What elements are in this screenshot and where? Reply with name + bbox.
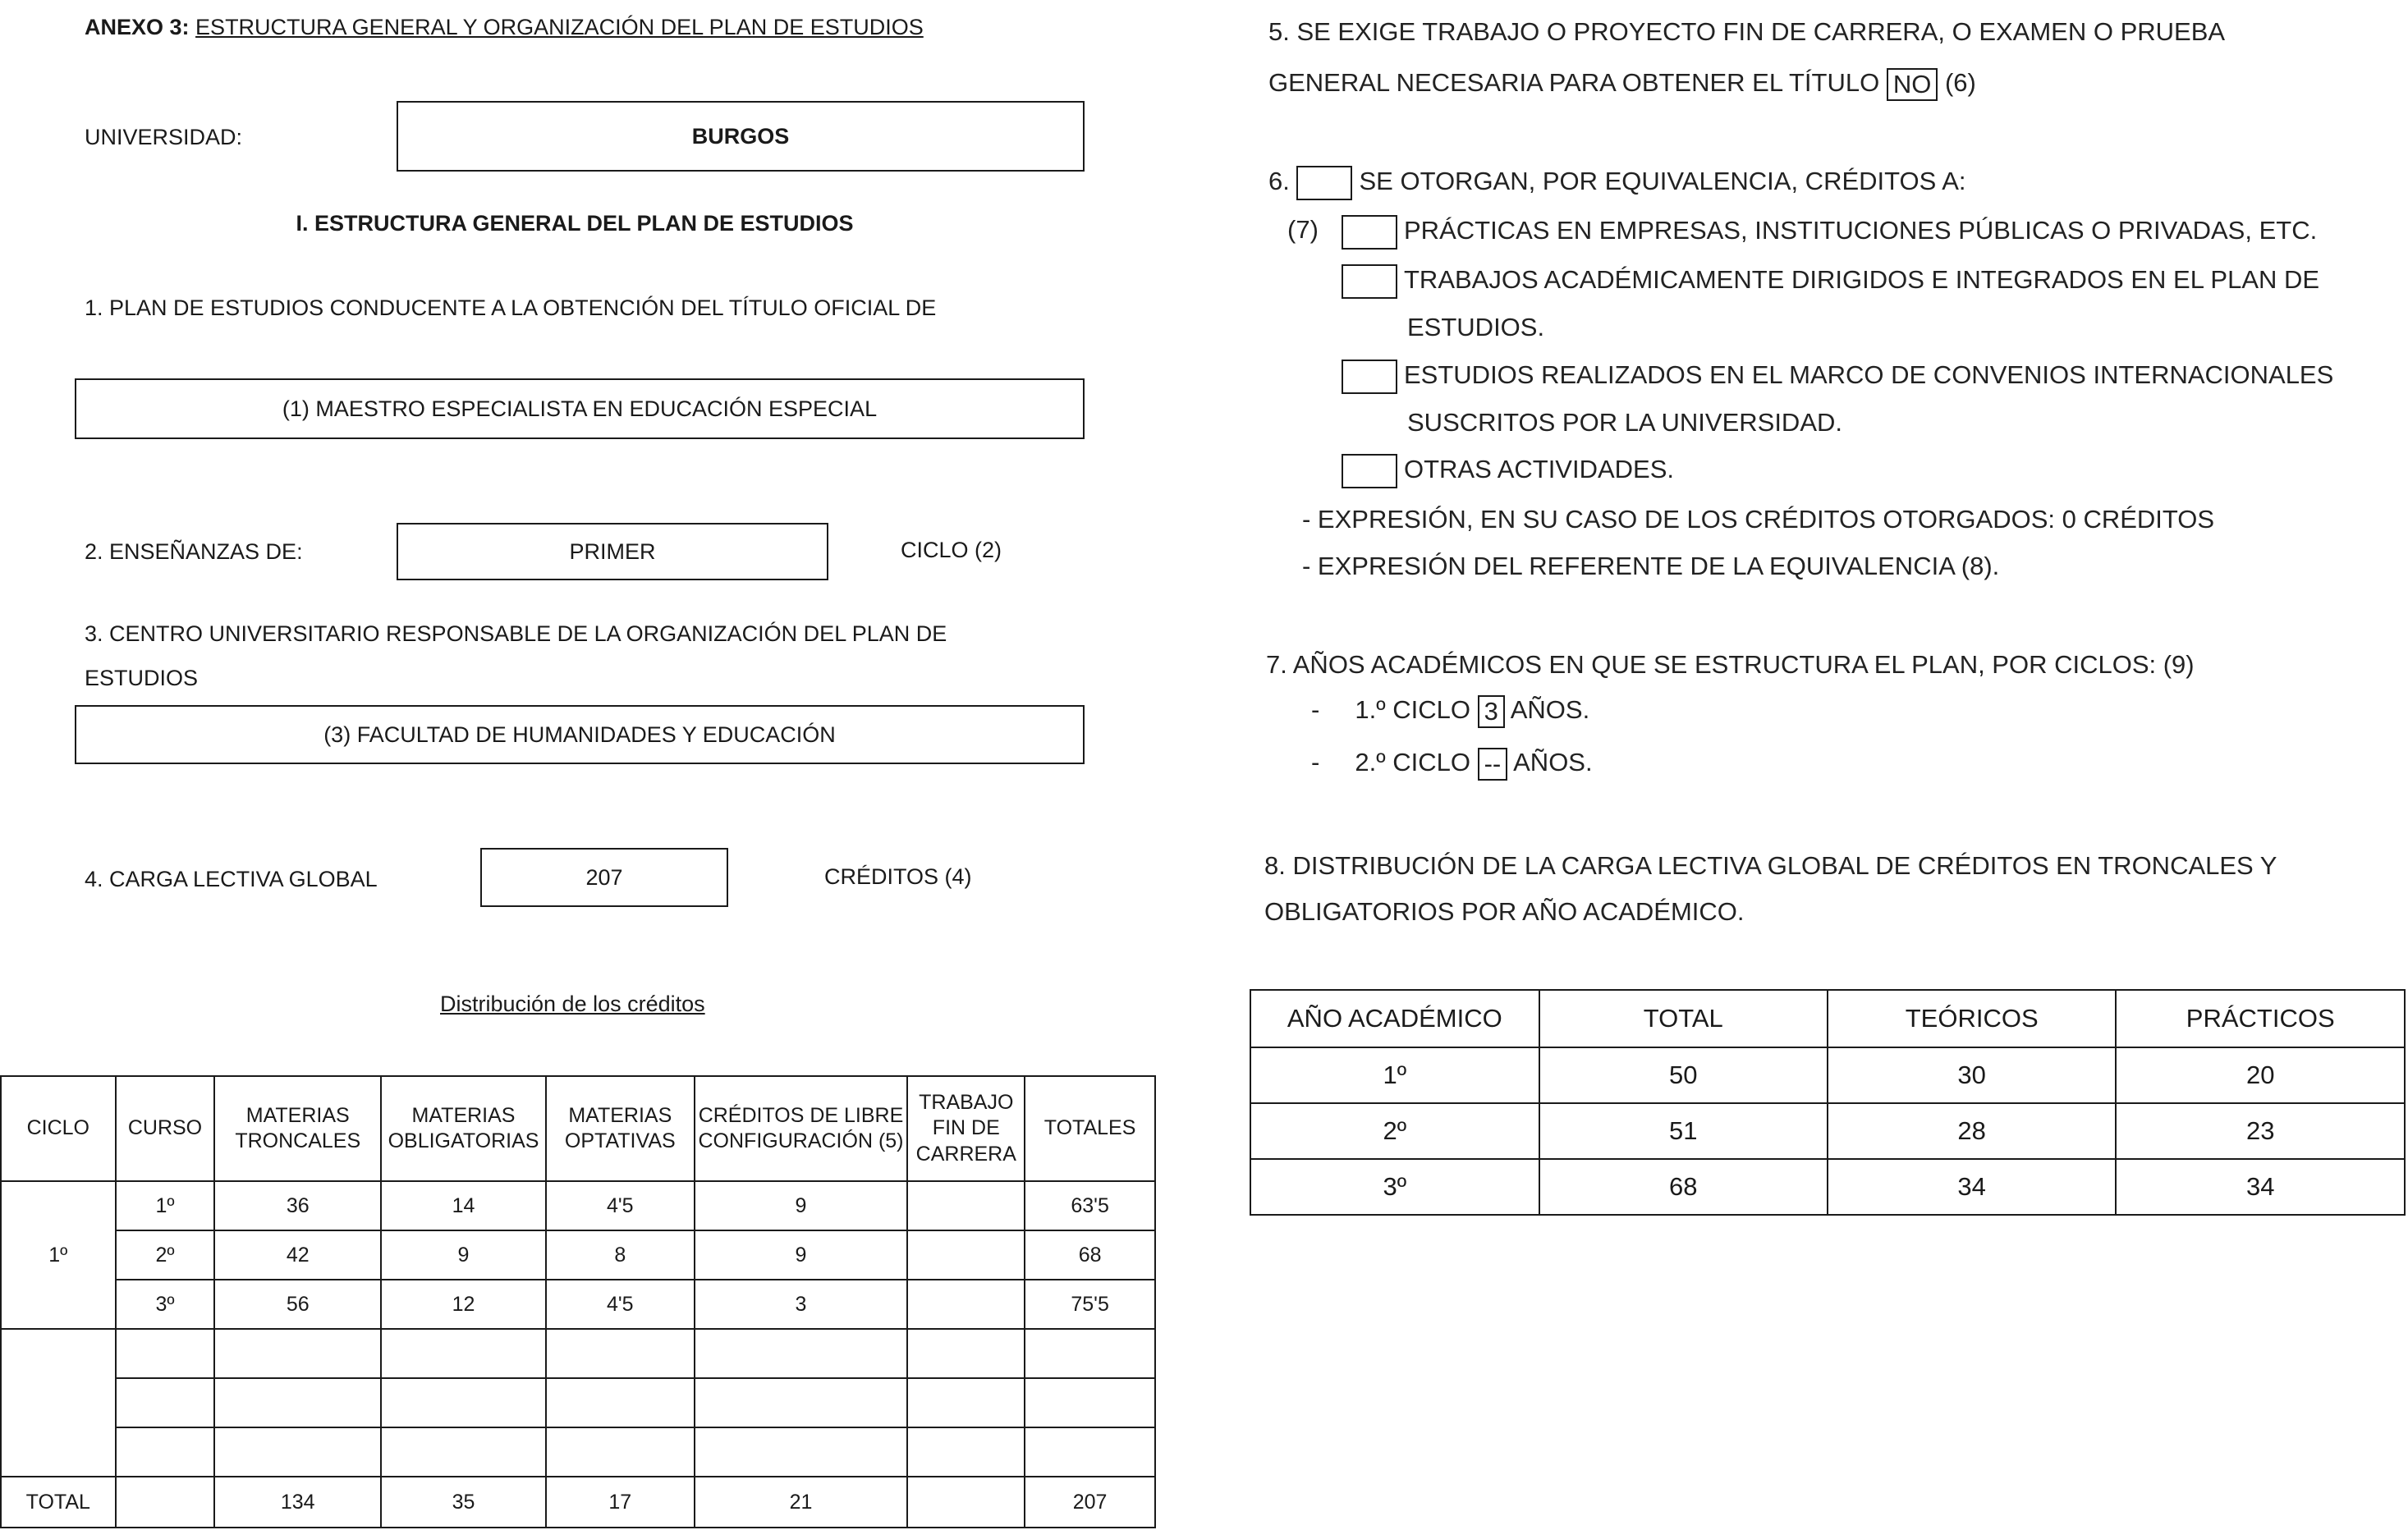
section-title: I. ESTRUCTURA GENERAL DEL PLAN DE ESTUDIOS (296, 211, 854, 236)
table-cell: 35 (381, 1477, 546, 1528)
table-cell (907, 1230, 1025, 1280)
table-row (1, 1280, 1155, 1329)
table-cell: 207 (1025, 1477, 1155, 1528)
table-cell: 51 (1539, 1103, 1828, 1159)
table-row (1250, 1047, 2405, 1103)
annex-heading (85, 15, 924, 40)
equivalence-checkbox[interactable] (1296, 166, 1352, 200)
distribution-title: Distribución de los créditos (440, 992, 705, 1016)
item3-line1: 3. CENTRO UNIVERSITARIO RESPONSABLE DE LA ORGANIZACIÓN DEL PLAN DE (85, 621, 947, 646)
international-checkbox[interactable] (1342, 360, 1397, 394)
table-cell: 134 (214, 1477, 381, 1528)
table-cell (907, 1477, 1025, 1528)
table-cell: 28 (1828, 1103, 2117, 1159)
header-cell: PRÁCTICOS (2116, 990, 2405, 1047)
academic-year-table (1250, 989, 2406, 1216)
table-cell: 3º (1250, 1159, 1539, 1215)
table-cell: 20 (2116, 1047, 2405, 1103)
item3-line2: ESTUDIOS (85, 666, 199, 690)
table-cell: 17 (546, 1477, 695, 1528)
table-cell: 34 (1828, 1159, 2117, 1215)
option-internships: PRÁCTICAS EN EMPRESAS, INSTITUCIONES PÚBLICAS O PRIVADAS, ETC. (1342, 215, 2317, 250)
annex-title: ESTRUCTURA GENERAL Y ORGANIZACIÓN DEL PLAN DE ESTUDIOS (195, 15, 924, 39)
table-cell (116, 1477, 215, 1528)
header-cell: MATERIAS TRONCALES (214, 1076, 381, 1181)
item4-suffix: CRÉDITOS (4) (824, 864, 972, 889)
option-academic-work: TRABAJOS ACADÉMICAMENTE DIRIGIDOS E INTEGRADOS EN EL PLAN DE (1342, 264, 2319, 299)
item2-label: 2. ENSEÑANZAS DE: (85, 539, 303, 564)
table-cell: 9 (381, 1230, 546, 1280)
table-cell: 1º (116, 1181, 215, 1230)
academic-work-checkbox[interactable] (1342, 264, 1397, 299)
table-cell: 4'5 (546, 1280, 695, 1329)
item5-line1: 5. SE EXIGE TRABAJO O PROYECTO FIN DE CARRERA, O EXAMEN O PRUEBA (1268, 17, 2226, 46)
cycle2-row: - 2.º CICLO -- AÑOS. (1311, 748, 1593, 781)
table-row (1250, 1103, 2405, 1159)
table-cell: 12 (381, 1280, 546, 1329)
table-cell: 56 (214, 1280, 381, 1329)
table-cell: 8 (546, 1230, 695, 1280)
item4-label: 4. CARGA LECTIVA GLOBAL (85, 867, 378, 891)
table-row-empty (1, 1378, 1155, 1427)
table-cell: 9 (695, 1181, 908, 1230)
credits-distribution-table (0, 1075, 1156, 1528)
table-cell: 3 (695, 1280, 908, 1329)
header-cell: TEÓRICOS (1828, 990, 2117, 1047)
option-academic-work-line2: ESTUDIOS. (1407, 313, 1545, 341)
empty-cycle-cell (1, 1329, 116, 1477)
table-cell: 14 (381, 1181, 546, 1230)
cycle1-row: - 1.º CICLO 3 AÑOS. (1311, 695, 1589, 728)
item7-text: 7. AÑOS ACADÉMICOS EN QUE SE ESTRUCTURA EL PLAN, POR CICLOS: (9) (1266, 650, 2195, 679)
table-row (1, 1181, 1155, 1230)
cycle-cell: 1º (1, 1181, 116, 1329)
table-cell: 68 (1539, 1159, 1828, 1215)
expression-referent: - EXPRESIÓN DEL REFERENTE DE LA EQUIVALENCIA (8). (1302, 552, 2000, 580)
table-cell: 4'5 (546, 1181, 695, 1230)
table-cell (907, 1181, 1025, 1230)
university-label: UNIVERSIDAD: (85, 125, 243, 149)
table-row-empty (1, 1329, 1155, 1378)
header-cell: CURSO (116, 1076, 215, 1181)
table-total-row (1, 1477, 1155, 1528)
table-cell (907, 1280, 1025, 1329)
cycle2-years-value: -- (1478, 748, 1508, 781)
cycle1-years-value: 3 (1478, 695, 1505, 728)
header-cell: CICLO (1, 1076, 116, 1181)
expression-credits: - EXPRESIÓN, EN SU CASO DE LOS CRÉDITOS OTORGADOS: 0 CRÉDITOS (1302, 505, 2215, 534)
table-row-empty (1, 1427, 1155, 1477)
table-cell: 50 (1539, 1047, 1828, 1103)
table-header-row (1, 1076, 1155, 1181)
table-cell: 34 (2116, 1159, 2405, 1215)
table-row (1250, 1159, 2405, 1215)
header-cell: TRABAJO FIN DE CARRERA (907, 1076, 1025, 1181)
annex-label: ANEXO 3: (85, 15, 190, 39)
header-cell: MATERIAS OPTATIVAS (546, 1076, 695, 1181)
table-cell: TOTAL (1, 1477, 116, 1528)
table-cell: 9 (695, 1230, 908, 1280)
center-value: (3) FACULTAD DE HUMANIDADES Y EDUCACIÓN (323, 721, 836, 747)
option-international: ESTUDIOS REALIZADOS EN EL MARCO DE CONVENIOS INTERNACIONALES (1342, 360, 2333, 394)
item1-text: 1. PLAN DE ESTUDIOS CONDUCENTE A LA OBTENCIÓN DEL TÍTULO OFICIAL DE (85, 295, 937, 320)
thesis-required-value: NO (1887, 68, 1938, 101)
other-activities-checkbox[interactable] (1342, 454, 1397, 488)
degree-title-field (75, 378, 1085, 439)
header-cell: TOTALES (1025, 1076, 1155, 1181)
university-field (397, 101, 1085, 172)
header-cell: TOTAL (1539, 990, 1828, 1047)
table-cell: 1º (1250, 1047, 1539, 1103)
item8-line1: 8. DISTRIBUCIÓN DE LA CARGA LECTIVA GLOBAL DE CRÉDITOS EN TRONCALES Y (1264, 851, 2277, 880)
item5-line2: GENERAL NECESARIA PARA OBTENER EL TÍTULO NO (6) (1268, 68, 1976, 101)
header-cell: CRÉDITOS DE LIBRE CONFIGURACIÓN (5) (695, 1076, 908, 1181)
center-field (75, 705, 1085, 764)
item8-line2: OBLIGATORIOS POR AÑO ACADÉMICO. (1264, 897, 1745, 926)
table-row (1, 1230, 1155, 1280)
item5-note: (6) (1944, 68, 1976, 98)
table-header-row (1250, 990, 2405, 1047)
table-cell: 3º (116, 1280, 215, 1329)
global-load-field (480, 848, 728, 907)
table-cell: 68 (1025, 1230, 1155, 1280)
table-cell: 42 (214, 1230, 381, 1280)
cycle-value: PRIMER (569, 538, 656, 564)
item6-row: 6. SE OTORGAN, POR EQUIVALENCIA, CRÉDITOS A: (1268, 166, 1966, 200)
university-value: BURGOS (691, 123, 790, 149)
option-international-line2: SUSCRITOS POR LA UNIVERSIDAD. (1407, 408, 1842, 437)
table-cell: 2º (116, 1230, 215, 1280)
table-cell: 21 (695, 1477, 908, 1528)
degree-title-value: (1) MAESTRO ESPECIALISTA EN EDUCACIÓN ESPECIAL (282, 396, 878, 421)
header-cell: AÑO ACADÉMICO (1250, 990, 1539, 1047)
table-cell: 23 (2116, 1103, 2405, 1159)
internships-checkbox[interactable] (1342, 215, 1397, 250)
item2-suffix: CICLO (2) (901, 538, 1002, 562)
table-cell: 75'5 (1025, 1280, 1155, 1329)
table-cell: 36 (214, 1181, 381, 1230)
table-cell: 63'5 (1025, 1181, 1155, 1230)
option-other: OTRAS ACTIVIDADES. (1342, 454, 1674, 488)
table-cell: 30 (1828, 1047, 2117, 1103)
item6-note: (7) (1287, 215, 1319, 244)
cycle-field (397, 523, 828, 580)
global-load-value: 207 (585, 864, 623, 890)
header-cell: MATERIAS OBLIGATORIAS (381, 1076, 546, 1181)
table-cell: 2º (1250, 1103, 1539, 1159)
